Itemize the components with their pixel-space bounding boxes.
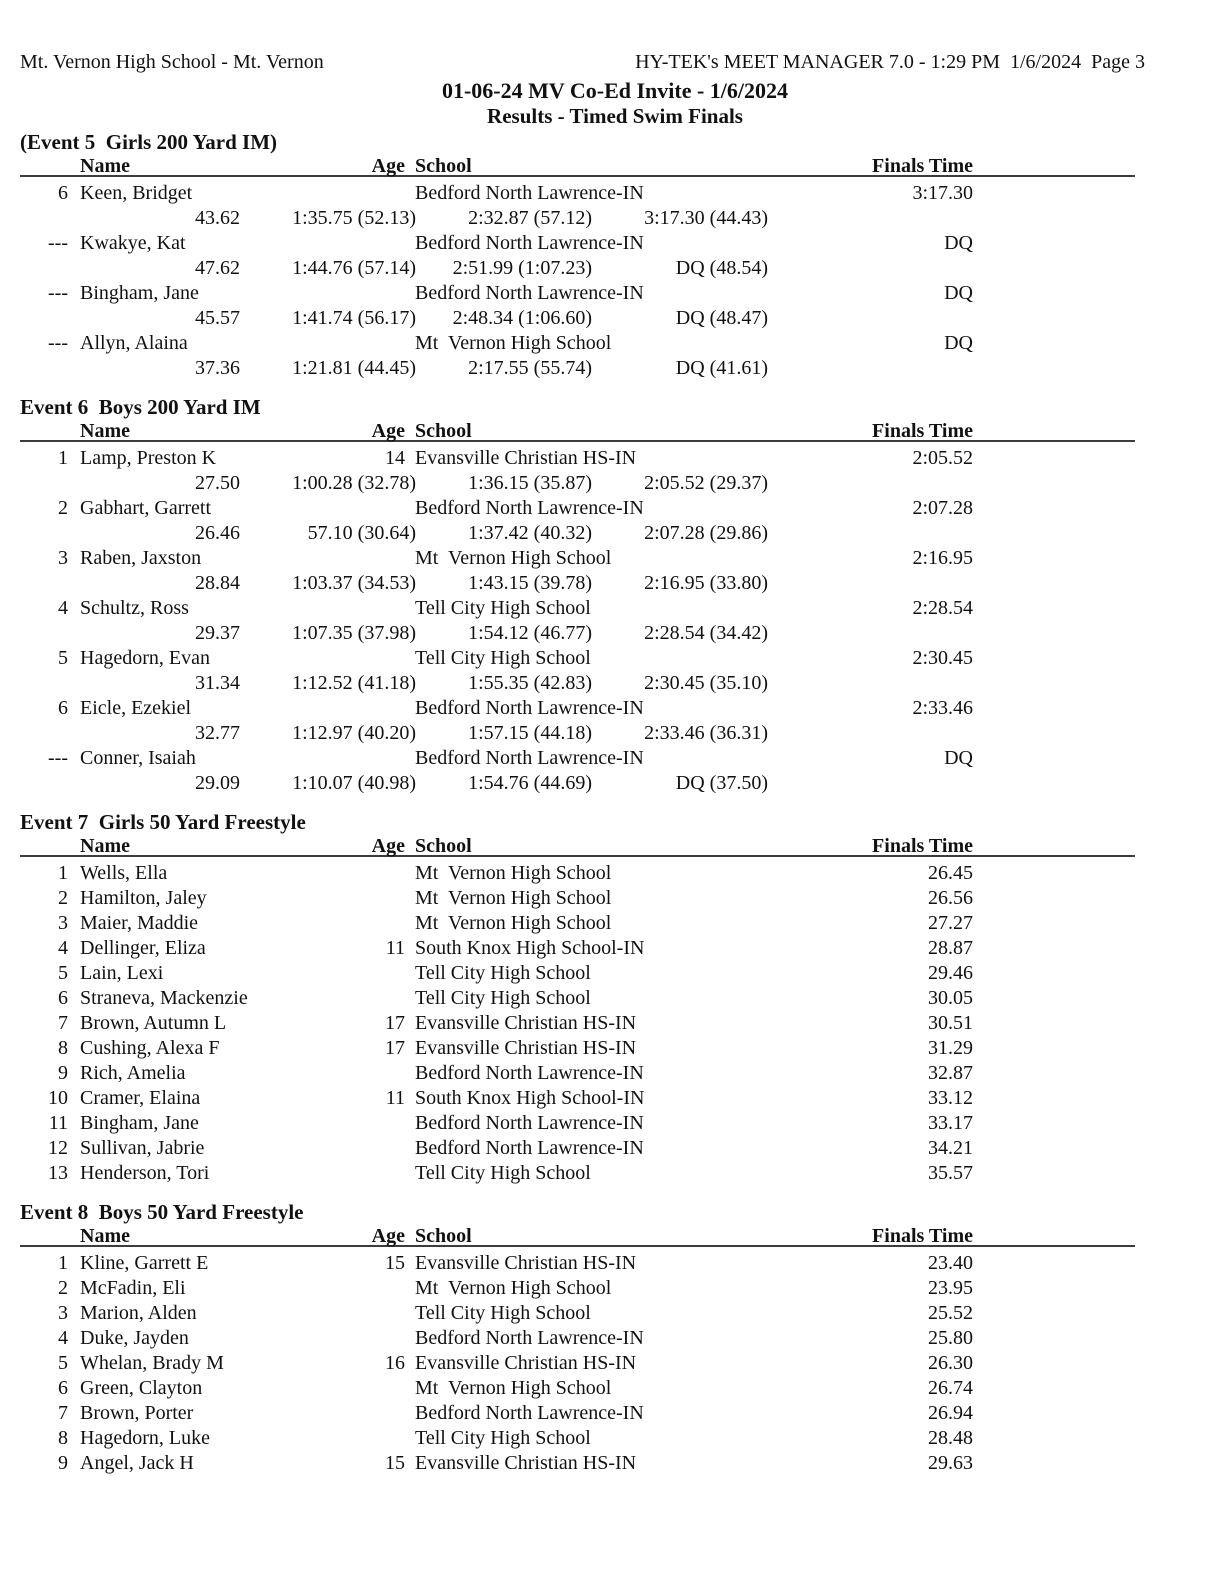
event-rows [20, 177, 1135, 381]
finals-time-cell: 25.80 [928, 1327, 973, 1349]
result-row [20, 1326, 1135, 1351]
place-cell: 8 [58, 1427, 68, 1449]
split-time: 29.09 [195, 772, 240, 794]
finals-time-cell: 29.46 [928, 962, 973, 984]
place-cell: 5 [58, 647, 68, 669]
result-row [20, 1011, 1135, 1036]
school-cell: Mt Vernon High School [415, 912, 612, 934]
place-cell: 7 [58, 1012, 68, 1034]
age-cell: 14 [385, 447, 405, 469]
finals-time-cell: 31.29 [928, 1037, 973, 1059]
split-time: 2:16.95 (33.80) [644, 572, 768, 594]
school-cell: Mt Vernon High School [415, 547, 612, 569]
school-cell: Bedford North Lawrence-IN [415, 1062, 644, 1084]
result-row [20, 746, 1135, 771]
place-cell: 3 [58, 1302, 68, 1324]
finals-time-cell: 23.95 [928, 1277, 973, 1299]
school-cell: Tell City High School [415, 647, 591, 669]
place-cell: 1 [58, 447, 68, 469]
split-time: 47.62 [195, 257, 240, 279]
school-cell: Bedford North Lawrence-IN [415, 1112, 644, 1134]
result-row [20, 986, 1135, 1011]
swimmer-name-cell: Maier, Maddie [80, 912, 199, 934]
place-cell: 9 [58, 1062, 68, 1084]
swimmer-name-cell: Hagedorn, Evan [80, 647, 210, 669]
split-time: 1:12.97 (40.20) [292, 722, 416, 744]
col-name-label: Name [80, 420, 130, 442]
finals-time-cell: 30.51 [928, 1012, 973, 1034]
result-row [20, 1086, 1135, 1111]
finals-time-cell: 2:16.95 [912, 547, 973, 569]
splits-row [20, 521, 1135, 546]
meet-subtitle: Results - Timed Swim Finals [487, 104, 743, 128]
result-row [20, 1136, 1135, 1161]
split-time: 32.77 [195, 722, 240, 744]
place-cell: 13 [48, 1162, 68, 1184]
swimmer-name-cell: Lamp, Preston K [80, 447, 217, 469]
result-row [20, 886, 1135, 911]
event-title: Event 6 Boys 200 Yard IM [20, 395, 261, 419]
result-row [20, 1451, 1135, 1476]
split-time: 2:33.46 (36.31) [644, 722, 768, 744]
place-cell: 5 [58, 962, 68, 984]
result-row [20, 596, 1135, 621]
finals-time-cell: 33.17 [928, 1112, 973, 1134]
school-cell: Evansville Christian HS-IN [415, 1352, 637, 1374]
age-cell: 16 [385, 1352, 405, 1374]
col-age-label: Age [371, 155, 405, 177]
splits-row [20, 721, 1135, 746]
finals-time-cell: 3:17.30 [912, 182, 973, 204]
result-row [20, 446, 1135, 471]
finals-time-cell: 26.74 [928, 1377, 973, 1399]
swimmer-name-cell: Henderson, Tori [80, 1162, 210, 1184]
split-time: 29.37 [195, 622, 240, 644]
finals-time-cell: 26.45 [928, 862, 973, 884]
place-cell: 6 [58, 182, 68, 204]
place-cell: 1 [58, 862, 68, 884]
result-row [20, 281, 1135, 306]
swimmer-name-cell: Kwakye, Kat [80, 232, 186, 254]
place-cell: --- [48, 282, 68, 304]
swimmer-name-cell: Bingham, Jane [80, 282, 199, 304]
result-row [20, 961, 1135, 986]
finals-time-cell: 33.12 [928, 1087, 973, 1109]
school-cell: Bedford North Lawrence-IN [415, 1137, 644, 1159]
place-cell: 6 [58, 987, 68, 1009]
place-cell: 9 [58, 1452, 68, 1474]
school-cell: Tell City High School [415, 1162, 591, 1184]
splits-row [20, 206, 1135, 231]
split-time: 1:54.76 (44.69) [468, 772, 592, 794]
split-time: 3:17.30 (44.43) [644, 207, 768, 229]
school-cell: Bedford North Lawrence-IN [415, 232, 644, 254]
splits-row [20, 471, 1135, 496]
col-school-label: School [415, 155, 472, 177]
swimmer-name-cell: Schultz, Ross [80, 597, 189, 619]
finals-time-cell: DQ [944, 282, 973, 304]
place-cell: 2 [58, 887, 68, 909]
place-cell: 11 [48, 1112, 68, 1134]
finals-time-cell: 30.05 [928, 987, 973, 1009]
finals-time-cell: DQ [944, 232, 973, 254]
place-cell: --- [48, 232, 68, 254]
split-time: 1:54.12 (46.77) [468, 622, 592, 644]
swimmer-name-cell: Brown, Autumn L [80, 1012, 227, 1034]
split-time: 2:17.55 (55.74) [468, 357, 592, 379]
swimmer-name-cell: Whelan, Brady M [80, 1352, 224, 1374]
column-header-row [20, 420, 1135, 442]
result-row [20, 861, 1135, 886]
split-time: 2:30.45 (35.10) [644, 672, 768, 694]
place-cell: 2 [58, 497, 68, 519]
result-row [20, 1036, 1135, 1061]
split-time: DQ (41.61) [675, 357, 768, 379]
age-cell: 15 [385, 1252, 405, 1274]
split-time: 31.34 [195, 672, 240, 694]
swimmer-name-cell: Raben, Jaxston [80, 547, 202, 569]
split-time: 26.46 [195, 522, 240, 544]
split-time: 1:21.81 (44.45) [292, 357, 416, 379]
place-cell: 4 [58, 597, 68, 619]
swimmer-name-cell: Angel, Jack H [80, 1452, 194, 1474]
place-cell: 12 [48, 1137, 68, 1159]
age-cell: 15 [385, 1452, 405, 1474]
split-time: 1:36.15 (35.87) [468, 472, 592, 494]
events-container [20, 130, 1135, 1476]
splits-row [20, 671, 1135, 696]
finals-time-cell: 26.94 [928, 1402, 973, 1424]
split-time: 27.50 [195, 472, 240, 494]
swimmer-name-cell: Rich, Amelia [80, 1062, 186, 1084]
split-time: 37.36 [195, 357, 240, 379]
swimmer-name-cell: Kline, Garrett E [80, 1252, 209, 1274]
school-cell: Mt Vernon High School [415, 862, 612, 884]
finals-time-cell: 2:07.28 [912, 497, 973, 519]
swimmer-name-cell: Cramer, Elaina [80, 1087, 201, 1109]
event-rows [20, 1247, 1135, 1476]
place-cell: 5 [58, 1352, 68, 1374]
result-row [20, 231, 1135, 256]
school-cell: Bedford North Lawrence-IN [415, 497, 644, 519]
swimmer-name-cell: Hagedorn, Luke [80, 1427, 210, 1449]
finals-time-cell: 27.27 [928, 912, 973, 934]
school-cell: Tell City High School [415, 1427, 591, 1449]
school-cell: Evansville Christian HS-IN [415, 1037, 637, 1059]
school-cell: Bedford North Lawrence-IN [415, 747, 644, 769]
school-cell: South Knox High School-IN [415, 937, 645, 959]
swimmer-name-cell: McFadin, Eli [80, 1277, 186, 1299]
place-cell: 10 [48, 1087, 68, 1109]
col-age-label: Age [371, 1225, 405, 1247]
col-finals-label: Finals Time [872, 155, 973, 177]
finals-time-cell: 26.56 [928, 887, 973, 909]
header-team-name: Mt. Vernon High School - Mt. Vernon [20, 51, 324, 73]
place-cell: --- [48, 332, 68, 354]
finals-time-cell: 35.57 [928, 1162, 973, 1184]
age-cell: 17 [385, 1012, 405, 1034]
school-cell: Bedford North Lawrence-IN [415, 697, 644, 719]
splits-row [20, 356, 1135, 381]
split-time: 28.84 [195, 572, 240, 594]
school-cell: Bedford North Lawrence-IN [415, 1327, 644, 1349]
split-time: 1:55.35 (42.83) [468, 672, 592, 694]
result-row [20, 911, 1135, 936]
result-row [20, 646, 1135, 671]
swimmer-name-cell: Brown, Porter [80, 1402, 194, 1424]
split-time: 2:05.52 (29.37) [644, 472, 768, 494]
school-cell: South Knox High School-IN [415, 1087, 645, 1109]
swimmer-name-cell: Straneva, Mackenzie [80, 987, 248, 1009]
school-cell: Bedford North Lawrence-IN [415, 182, 644, 204]
school-cell: Mt Vernon High School [415, 1377, 612, 1399]
split-time: 2:51.99 (1:07.23) [452, 257, 592, 279]
result-row [20, 1401, 1135, 1426]
event-section [20, 130, 1135, 381]
place-cell: 6 [58, 697, 68, 719]
place-cell: 7 [58, 1402, 68, 1424]
splits-row [20, 771, 1135, 796]
split-time: 1:37.42 (40.32) [468, 522, 592, 544]
col-school-label: School [415, 420, 472, 442]
col-school-label: School [415, 835, 472, 857]
column-header-row [20, 835, 1135, 857]
result-row [20, 1161, 1135, 1186]
splits-row [20, 621, 1135, 646]
split-time: 1:12.52 (41.18) [292, 672, 416, 694]
column-header-row [20, 155, 1135, 177]
swimmer-name-cell: Green, Clayton [80, 1377, 203, 1399]
split-time: 45.57 [195, 307, 240, 329]
place-cell: 1 [58, 1252, 68, 1274]
col-finals-label: Finals Time [872, 420, 973, 442]
col-name-label: Name [80, 155, 130, 177]
place-cell: 8 [58, 1037, 68, 1059]
school-cell: Tell City High School [415, 597, 591, 619]
finals-time-cell: 23.40 [928, 1252, 973, 1274]
age-cell: 11 [385, 1087, 405, 1109]
event-title: Event 8 Boys 50 Yard Freestyle [20, 1200, 304, 1224]
splits-row [20, 256, 1135, 281]
school-cell: Evansville Christian HS-IN [415, 447, 637, 469]
split-time: 2:07.28 (29.86) [644, 522, 768, 544]
col-name-label: Name [80, 1225, 130, 1247]
split-time: DQ (48.47) [675, 307, 768, 329]
event-rows [20, 857, 1135, 1186]
split-time: 1:03.37 (34.53) [292, 572, 416, 594]
finals-time-cell: 34.21 [928, 1137, 973, 1159]
result-row [20, 1426, 1135, 1451]
split-time: 1:00.28 (32.78) [292, 472, 416, 494]
col-finals-label: Finals Time [872, 1225, 973, 1247]
swimmer-name-cell: Allyn, Alaina [80, 332, 188, 354]
split-time: DQ (48.54) [675, 257, 768, 279]
age-cell: 11 [385, 937, 405, 959]
split-time: 1:44.76 (57.14) [292, 257, 416, 279]
col-finals-label: Finals Time [872, 835, 973, 857]
swimmer-name-cell: Bingham, Jane [80, 1112, 199, 1134]
split-time: 1:07.35 (37.98) [292, 622, 416, 644]
school-cell: Mt Vernon High School [415, 1277, 612, 1299]
col-age-label: Age [371, 420, 405, 442]
swimmer-name-cell: Gabhart, Garrett [80, 497, 212, 519]
place-cell: 2 [58, 1277, 68, 1299]
result-row [20, 1351, 1135, 1376]
swimmer-name-cell: Marion, Alden [80, 1302, 197, 1324]
split-time: 1:10.07 (40.98) [292, 772, 416, 794]
result-row [20, 181, 1135, 206]
swimmer-name-cell: Keen, Bridget [80, 182, 193, 204]
split-time: DQ (37.50) [675, 772, 768, 794]
finals-time-cell: DQ [944, 332, 973, 354]
event-title: (Event 5 Girls 200 Yard IM) [20, 130, 278, 154]
swimmer-name-cell: Conner, Isaiah [80, 747, 196, 769]
school-cell: Mt Vernon High School [415, 887, 612, 909]
splits-row [20, 306, 1135, 331]
finals-time-cell: 25.52 [928, 1302, 973, 1324]
col-school-label: School [415, 1225, 472, 1247]
age-cell: 17 [385, 1037, 405, 1059]
finals-time-cell: 28.87 [928, 937, 973, 959]
school-cell: Mt Vernon High School [415, 332, 612, 354]
split-time: 1:35.75 (52.13) [292, 207, 416, 229]
split-time: 43.62 [195, 207, 240, 229]
finals-time-cell: 32.87 [928, 1062, 973, 1084]
finals-time-cell: 26.30 [928, 1352, 973, 1374]
swimmer-name-cell: Wells, Ella [80, 862, 168, 884]
result-row [20, 1376, 1135, 1401]
split-time: 2:48.34 (1:06.60) [452, 307, 592, 329]
split-time: 1:41.74 (56.17) [292, 307, 416, 329]
school-cell: Tell City High School [415, 962, 591, 984]
event-section [20, 810, 1135, 1186]
event-section [20, 1200, 1135, 1476]
column-header-row [20, 1225, 1135, 1247]
finals-time-cell: 2:30.45 [912, 647, 973, 669]
meet-title: 01-06-24 MV Co-Ed Invite - 1/6/2024 [441, 78, 789, 103]
school-cell: Evansville Christian HS-IN [415, 1252, 637, 1274]
finals-time-cell: DQ [944, 747, 973, 769]
page-header [20, 50, 1210, 75]
split-time: 1:57.15 (44.18) [468, 722, 592, 744]
school-cell: Tell City High School [415, 987, 591, 1009]
result-row [20, 1061, 1135, 1086]
result-row [20, 1276, 1135, 1301]
split-time: 1:43.15 (39.78) [468, 572, 592, 594]
place-cell: --- [48, 747, 68, 769]
place-cell: 4 [58, 937, 68, 959]
place-cell: 6 [58, 1377, 68, 1399]
swimmer-name-cell: Hamilton, Jaley [80, 887, 207, 909]
result-row [20, 546, 1135, 571]
finals-time-cell: 2:33.46 [912, 697, 973, 719]
swimmer-name-cell: Lain, Lexi [80, 962, 164, 984]
finals-time-cell: 2:28.54 [912, 597, 973, 619]
result-row [20, 331, 1135, 356]
school-cell: Evansville Christian HS-IN [415, 1452, 637, 1474]
school-cell: Bedford North Lawrence-IN [415, 282, 644, 304]
finals-time-cell: 28.48 [928, 1427, 973, 1449]
finals-time-cell: 29.63 [928, 1452, 973, 1474]
swimmer-name-cell: Sullivan, Jabrie [80, 1137, 205, 1159]
swimmer-name-cell: Cushing, Alexa F [80, 1037, 220, 1059]
event-title: Event 7 Girls 50 Yard Freestyle [20, 810, 306, 834]
event-rows [20, 442, 1135, 796]
result-row [20, 1301, 1135, 1326]
result-row [20, 1111, 1135, 1136]
place-cell: 3 [58, 547, 68, 569]
swimmer-name-cell: Eicle, Ezekiel [80, 697, 192, 719]
result-row [20, 496, 1135, 521]
split-time: 2:32.87 (57.12) [468, 207, 592, 229]
swimmer-name-cell: Duke, Jayden [80, 1327, 189, 1349]
place-cell: 3 [58, 912, 68, 934]
school-cell: Evansville Christian HS-IN [415, 1012, 637, 1034]
school-cell: Tell City High School [415, 1302, 591, 1324]
split-time: 57.10 (30.64) [307, 522, 416, 544]
col-age-label: Age [371, 835, 405, 857]
finals-time-cell: 2:05.52 [912, 447, 973, 469]
header-program-info: HY-TEK's MEET MANAGER 7.0 - 1:29 PM 1/6/2024 Page 3 [635, 51, 1145, 73]
place-cell: 4 [58, 1327, 68, 1349]
event-section [20, 395, 1135, 796]
col-name-label: Name [80, 835, 130, 857]
swimmer-name-cell: Dellinger, Eliza [80, 937, 206, 959]
split-time: 2:28.54 (34.42) [644, 622, 768, 644]
result-row [20, 1251, 1135, 1276]
result-row [20, 936, 1135, 961]
splits-row [20, 571, 1135, 596]
school-cell: Bedford North Lawrence-IN [415, 1402, 644, 1424]
result-row [20, 696, 1135, 721]
